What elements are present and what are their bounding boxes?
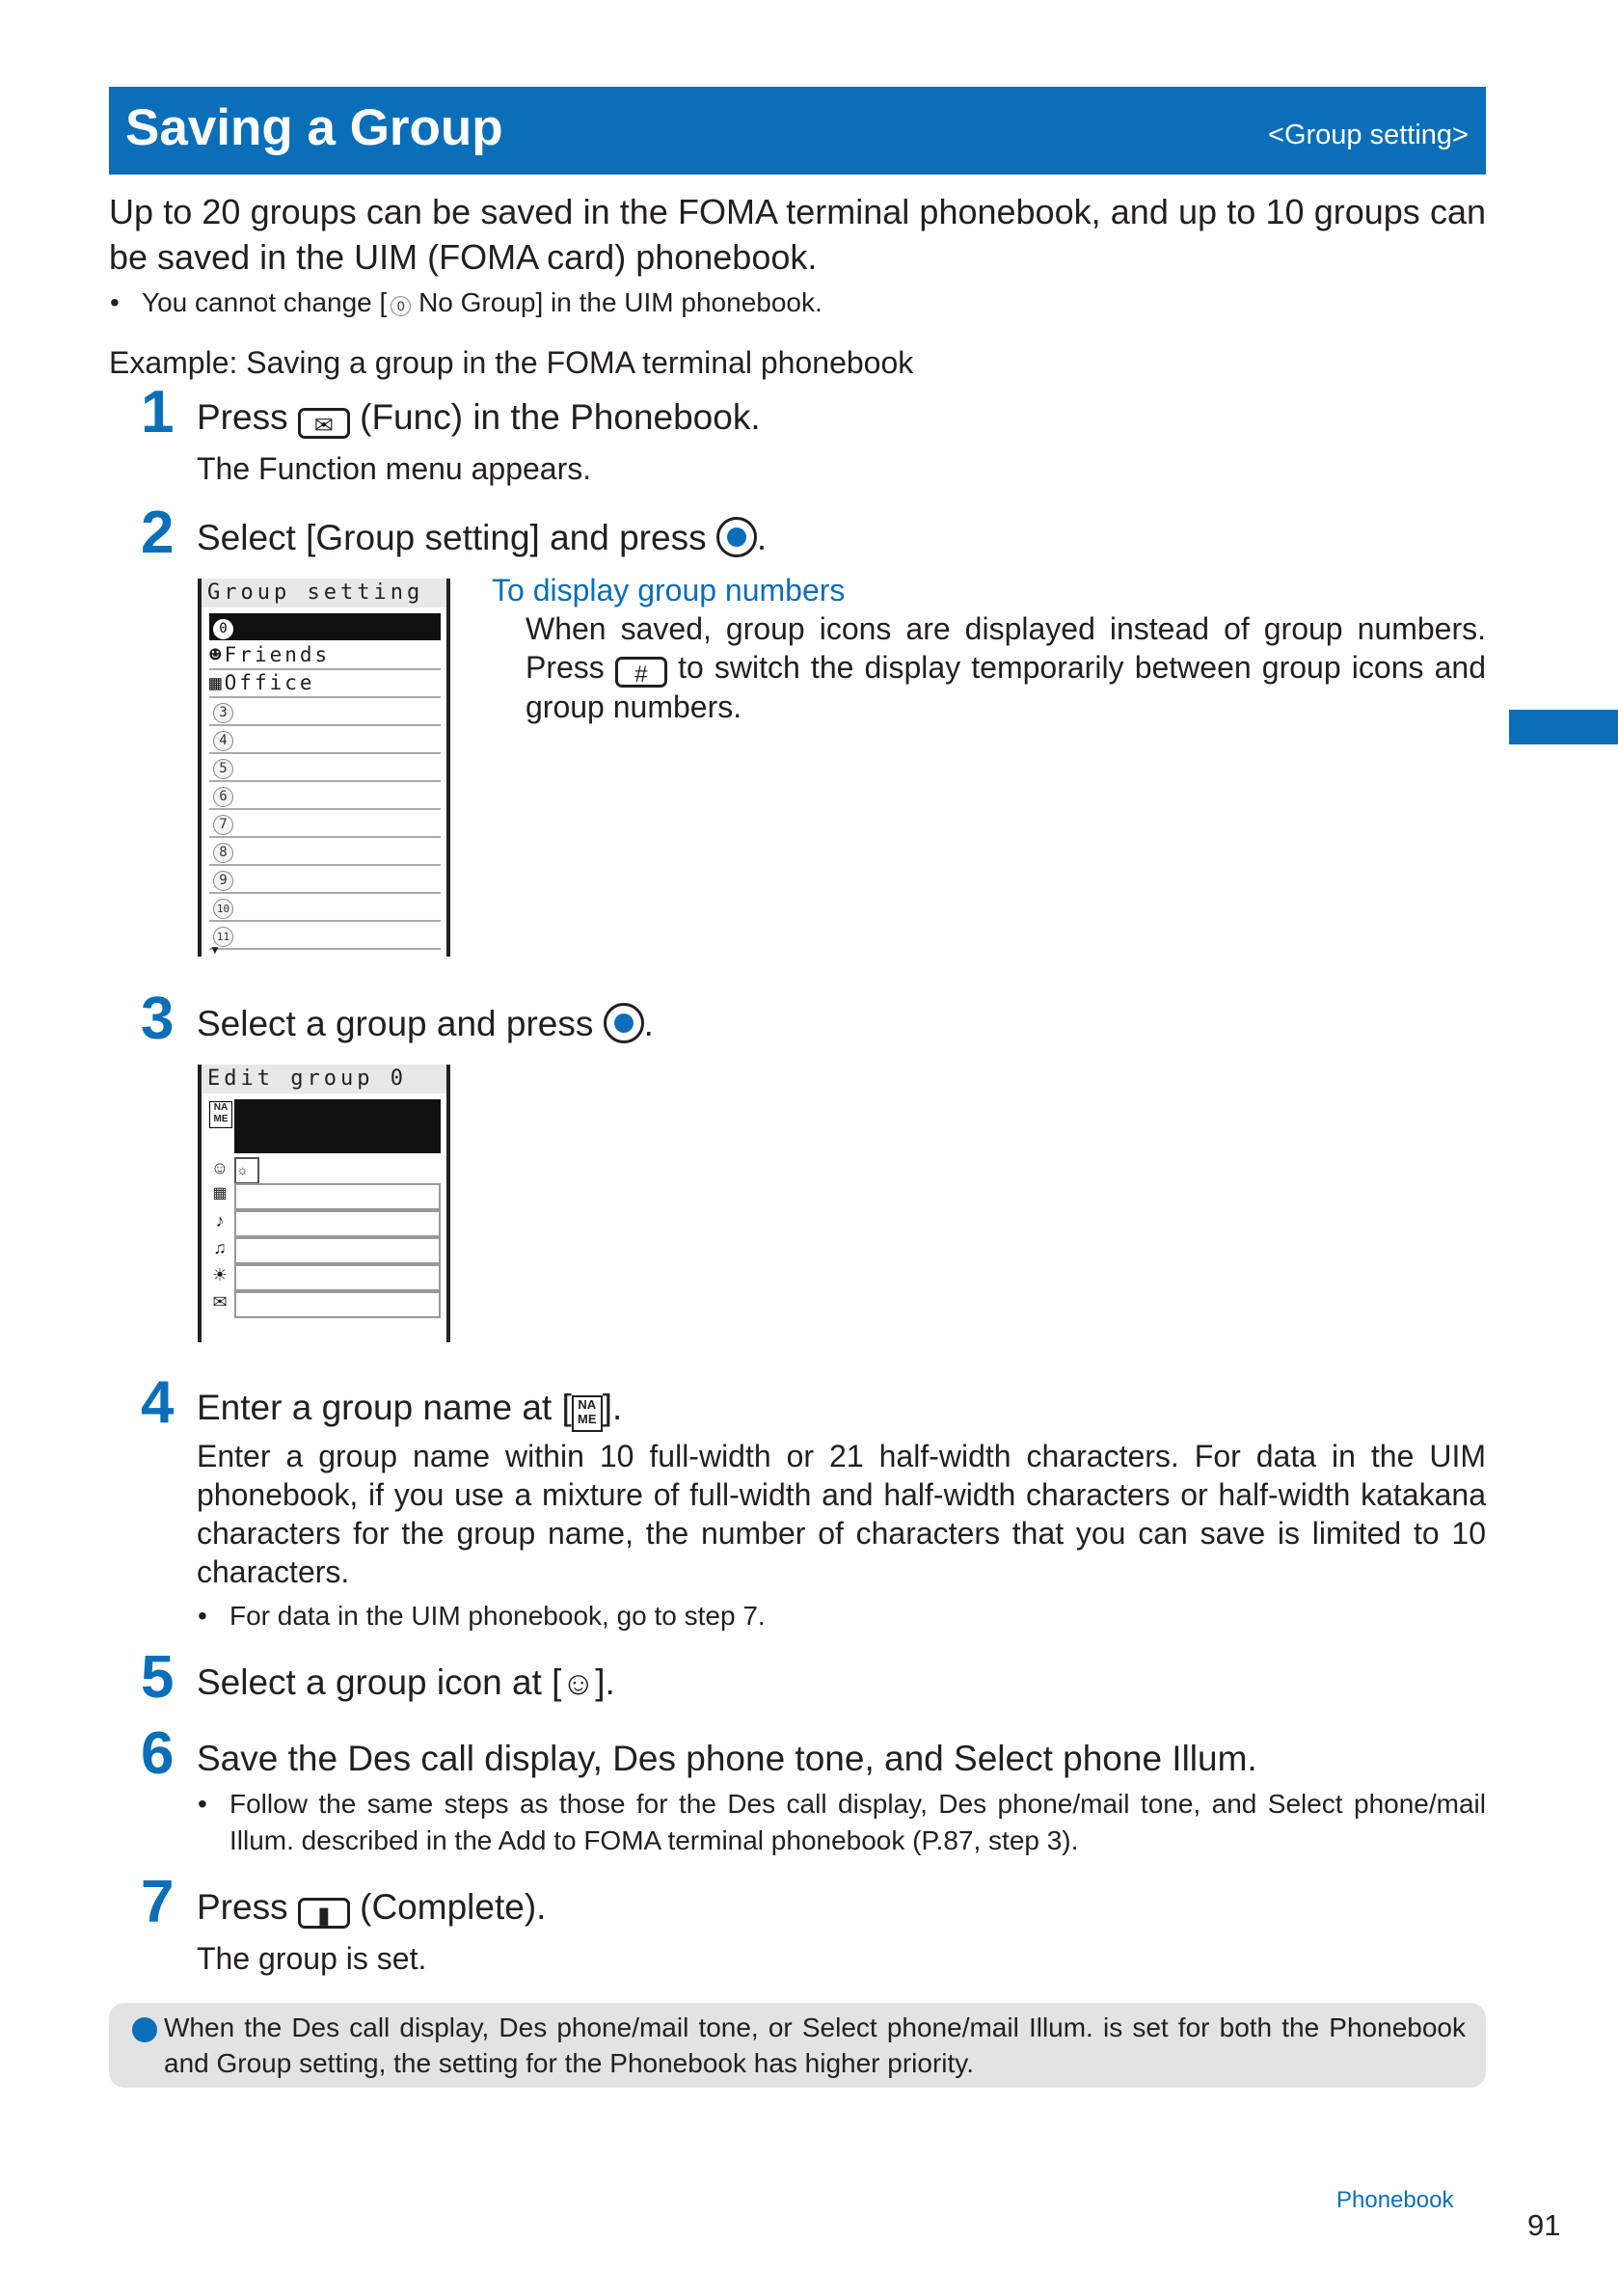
group-icon-icon: ☺: [561, 1665, 596, 1702]
step-2-text: [197, 514, 767, 562]
group-row: [209, 893, 441, 922]
group-number-icon: 8: [213, 843, 233, 863]
group-row: [209, 697, 441, 726]
group-setting-screen: [198, 579, 450, 957]
step-3-text-a: Select a group and press: [197, 1004, 604, 1043]
mail-key-icon: ✉: [298, 408, 350, 439]
intro-bullet-text-b: No Group] in the UIM phonebook.: [411, 287, 822, 317]
group-number-icon: 11: [213, 927, 233, 947]
step-number-5: 5: [141, 1644, 175, 1711]
center-button-icon: [716, 517, 757, 557]
group-row-office: [209, 669, 441, 698]
note-bullet-icon: [132, 2017, 157, 2042]
step-7-text-a: Press: [197, 1887, 298, 1927]
phone-illum-field[interactable]: [234, 1264, 441, 1291]
step-number-4: 4: [141, 1369, 175, 1436]
group-row-0: [209, 613, 441, 640]
step-4-desc: Enter a group name within 10 full-width or 21 half-width characters. For data in the UIM phonebook, if you use a mixture of full-width and half-width characters or half-width katakana characters for the group name, the number of characters that you can save is limited to 10 characters.: [197, 1439, 1486, 1589]
group-row: [209, 753, 441, 782]
group-number-icon: 6: [213, 787, 233, 807]
group-label: Friends: [224, 643, 331, 666]
group-number-icon: 10: [213, 899, 233, 919]
step-number-7: 7: [141, 1869, 175, 1935]
step-1-desc: The Function menu appears.: [197, 451, 592, 486]
intro-paragraph: Up to 20 groups can be saved in the FOMA terminal phonebook, and up to 10 groups can be saved in the UIM (FOMA card) phonebook.: [109, 192, 1486, 277]
group-row: [209, 921, 441, 950]
step-7-text-b: (Complete).: [349, 1887, 547, 1927]
mail-tone-field[interactable]: [234, 1237, 441, 1264]
step-4-text: [197, 1384, 622, 1432]
step-5-text: [197, 1659, 615, 1708]
group-number-icon: 3: [213, 703, 233, 723]
group-row: [209, 837, 441, 866]
tip-text-a: When saved, group icons are displayed instead of group numbers. Press: [526, 611, 1486, 685]
step-4-text-a: Enter a group name at [: [197, 1388, 572, 1427]
group-icon-field-icon: ☺: [210, 1158, 229, 1177]
office-icon: ▦: [209, 671, 225, 694]
call-display-field[interactable]: [234, 1183, 441, 1210]
screen-title: Group setting: [202, 579, 446, 608]
i-mode-key-icon: ▮: [298, 1898, 350, 1929]
phone-tone-icon: ♪: [215, 1211, 225, 1230]
call-display-icon: ▦: [212, 1185, 228, 1202]
step-4-bullet: • For data in the UIM phonebook, go to step 7.: [229, 1598, 766, 1634]
note-text: When the Des call display, Des phone/mail tone, or Select phone/mail Illum. is set for both the Phonebook and Group setting, the setting for the Phonebook has higher priority.: [164, 2012, 1466, 2078]
intro-bullet: [142, 284, 822, 321]
step-6-text: Save the Des call display, Des phone tone, and Select phone Illum.: [197, 1739, 1257, 1778]
mail-tone-icon: ♫: [213, 1238, 227, 1257]
side-section-tab: [1509, 710, 1618, 744]
hash-key-icon: #: [615, 657, 667, 688]
group-number-icon: 4: [213, 731, 233, 751]
group-number-icon: 9: [213, 871, 233, 891]
step-number-1: 1: [141, 379, 175, 446]
phone-tone-field[interactable]: [234, 1210, 441, 1237]
step-number-6: 6: [141, 1720, 175, 1787]
step-1-text-a: Press: [197, 397, 298, 437]
group-number-icon: 7: [213, 815, 233, 835]
page-title: Saving a Group: [125, 99, 503, 156]
step-2-text-b: .: [756, 518, 768, 557]
group-row: [209, 809, 441, 838]
tip-text-b: to switch the display temporarily between group icons and group numbers.: [526, 650, 1487, 724]
scroll-down-icon: ▼: [209, 943, 221, 957]
step-4-text-b: ].: [602, 1388, 623, 1427]
name-field-icon: NA ME: [209, 1101, 232, 1128]
tip-text: [526, 609, 1486, 726]
group-number-icon: 0: [213, 619, 233, 639]
phone-illum-icon: ☀: [211, 1265, 229, 1284]
group-icon-field[interactable]: ☼: [234, 1157, 259, 1184]
step-3-text: [197, 1000, 654, 1048]
step-number-3: 3: [141, 986, 175, 1052]
step-5-text-b: ].: [595, 1662, 615, 1702]
tip-title: To display group numbers: [492, 573, 846, 608]
group-row: [209, 781, 441, 810]
group-label: Office: [224, 671, 315, 694]
step-1-text: [197, 393, 761, 442]
step-3-text-b: .: [643, 1004, 654, 1043]
footer-section-label: Phonebook: [1336, 2187, 1454, 2213]
example-caption: Example: Saving a group in the FOMA terminal phonebook: [109, 345, 914, 380]
group-row: [209, 725, 441, 754]
step-2-text-a: Select [Group setting] and press: [197, 518, 716, 557]
mail-illum-icon: ✉: [212, 1292, 228, 1311]
section-tag: <Group setting>: [1268, 120, 1469, 150]
center-button-icon: [604, 1003, 644, 1043]
step-5-text-a: Select a group icon at [: [197, 1662, 562, 1702]
step-number-2: 2: [141, 500, 175, 566]
group-row: [209, 865, 441, 894]
screen-title: Edit group 0: [202, 1065, 446, 1094]
step-7-text: [197, 1883, 546, 1931]
step-1-text-b: (Func) in the Phonebook.: [349, 397, 761, 437]
intro-bullet-text-a: You cannot change [: [142, 287, 388, 317]
page-number: 91: [1527, 2208, 1561, 2242]
step-6-bullet: • Follow the same steps as those for the Des call display, Des phone/mail tone, and Select phone/mail Illum. described in the Add to FOMA terminal phonebook (P.87, step 3).: [229, 1786, 1486, 1859]
group-number-icon: 5: [213, 759, 233, 779]
mail-illum-field[interactable]: [234, 1291, 441, 1318]
name-icon: NA ME: [572, 1395, 603, 1432]
group-name-field[interactable]: [234, 1099, 441, 1153]
friends-icon: ☻: [209, 643, 225, 666]
zero-key-icon: 0: [391, 296, 411, 316]
step-7-desc: The group is set.: [197, 1941, 427, 1976]
group-row-friends: [209, 641, 441, 670]
edit-group-screen: [198, 1065, 450, 1342]
